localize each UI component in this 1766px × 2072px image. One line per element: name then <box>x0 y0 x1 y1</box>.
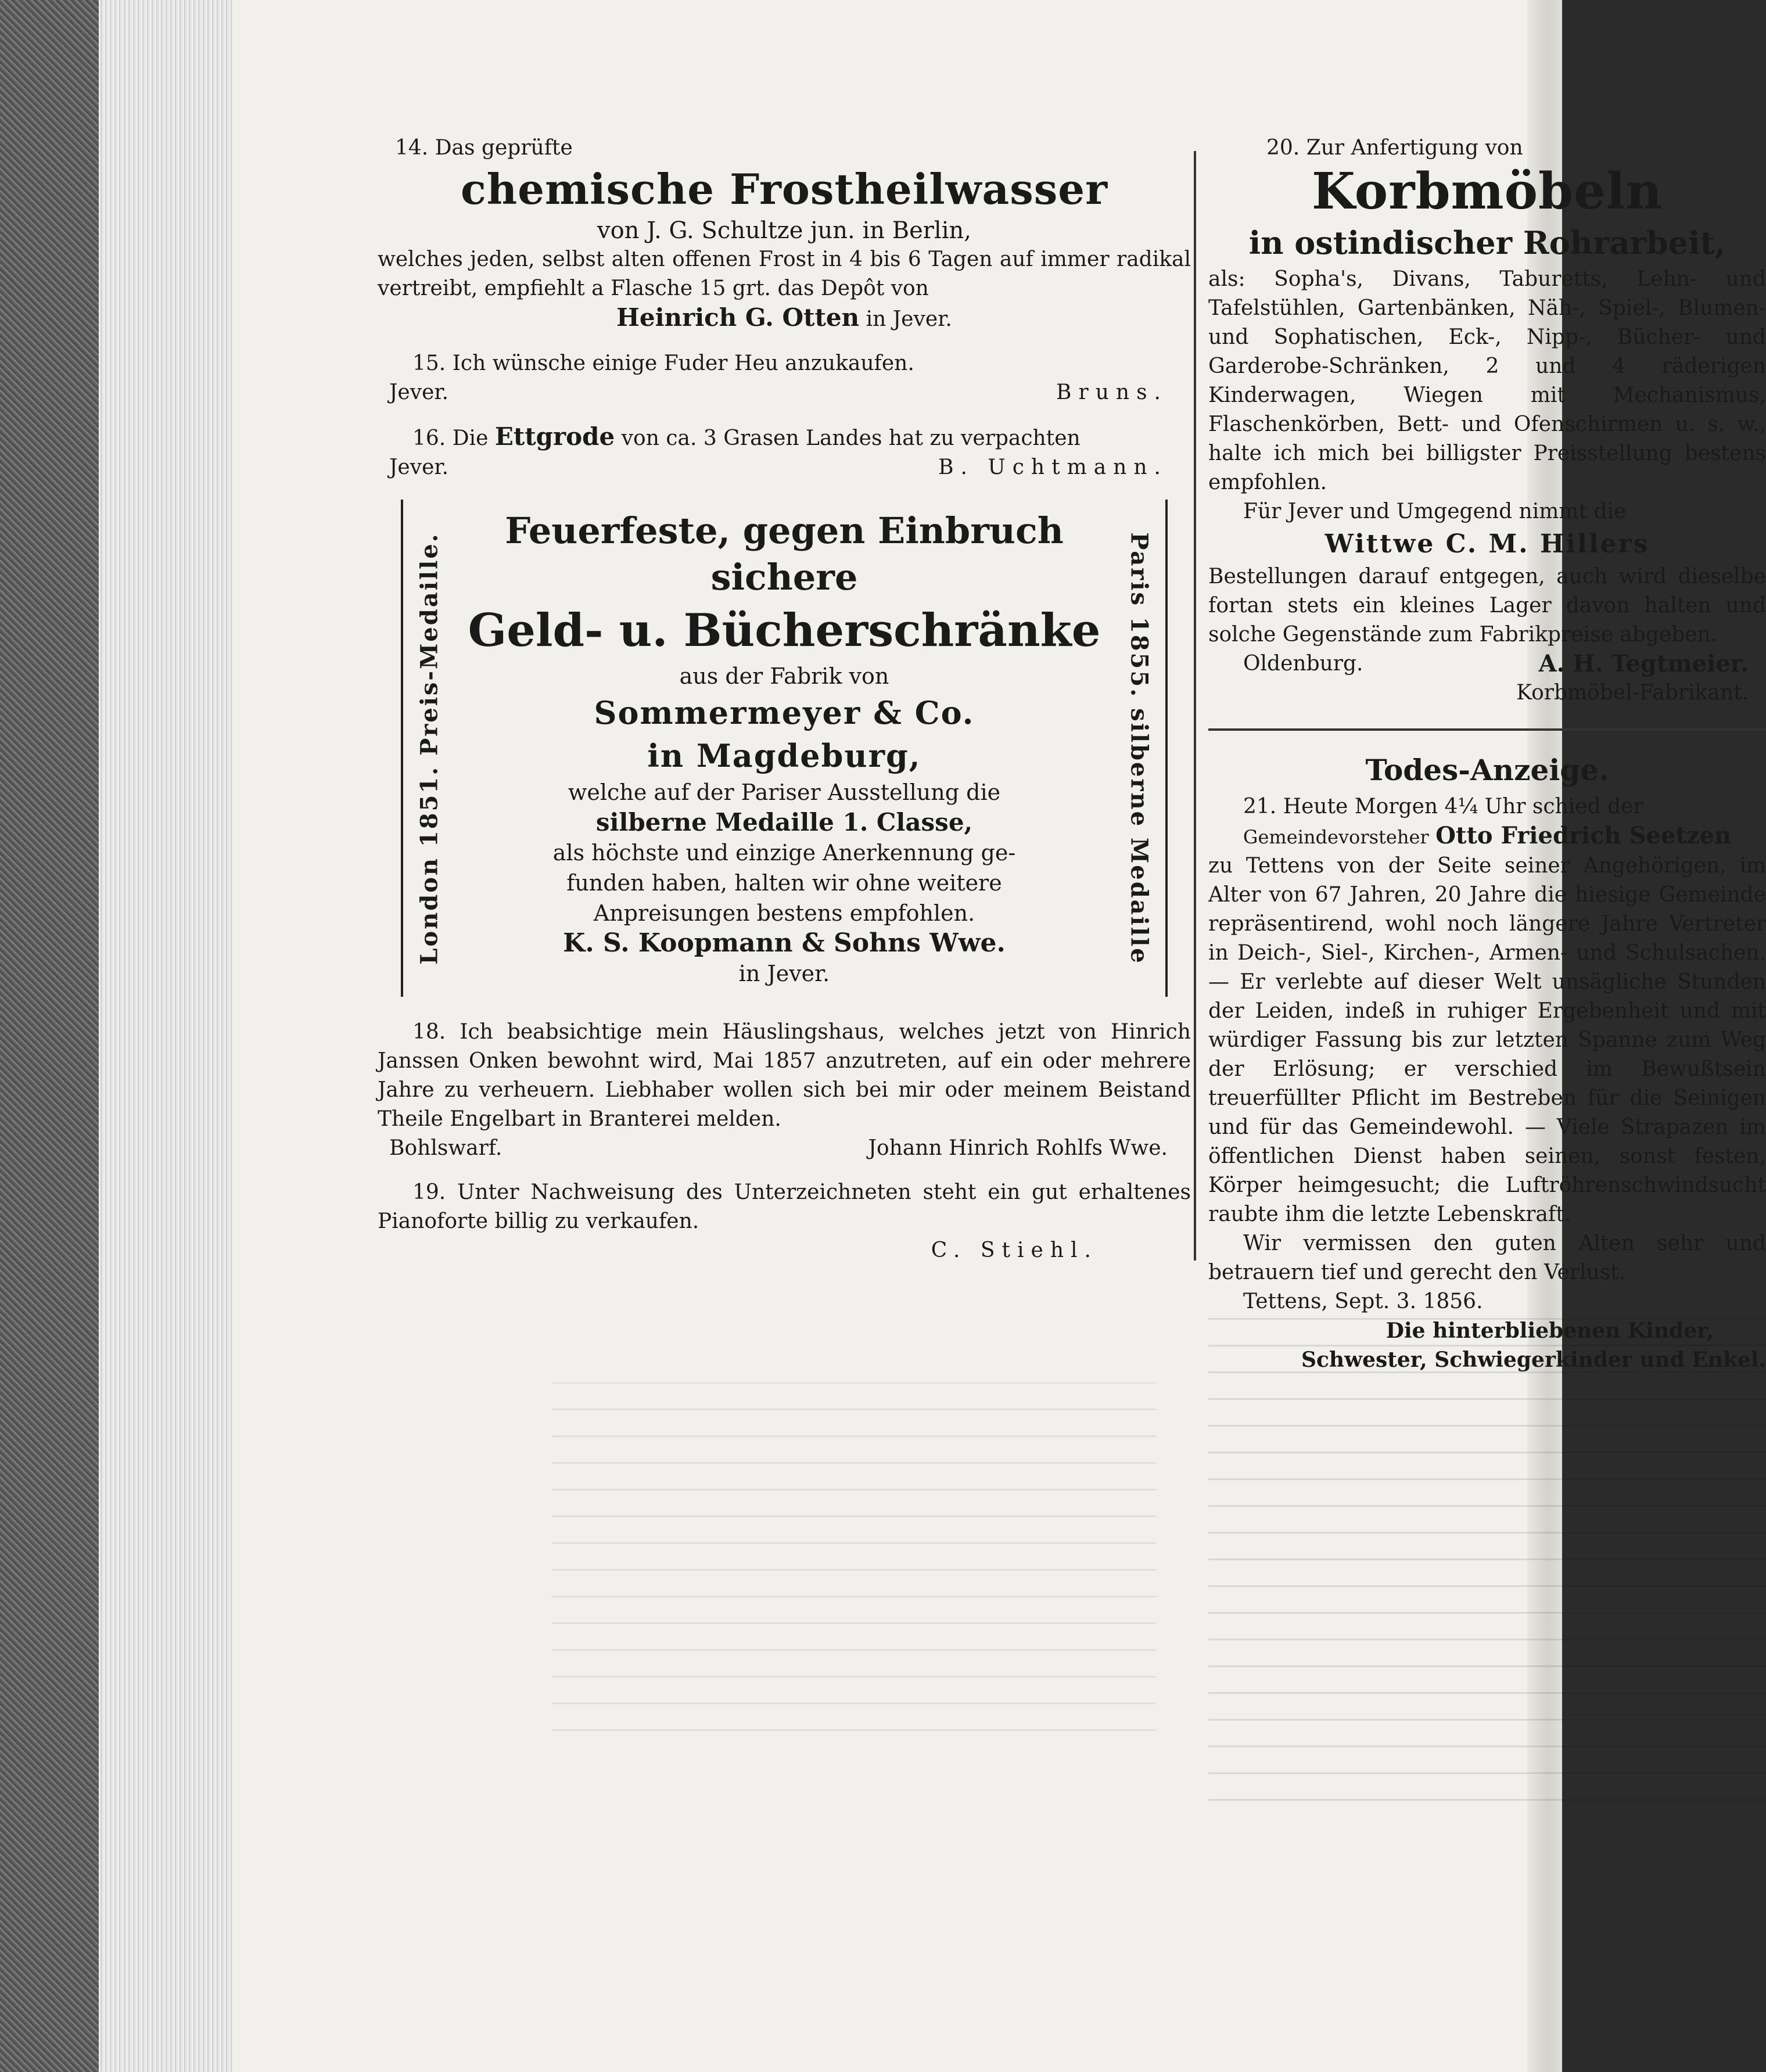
side-label-right <box>1113 500 1165 997</box>
ad-signature: A. H. Tegtmeier. <box>1538 650 1749 677</box>
ad-line: Anpreisungen bestens empfohlen. <box>593 900 975 926</box>
ad-body: Bestellungen darauf entgegen, auch wird dieselbe fortan stets ein kleines Lager davon halten und solche Gegenstände zum Fabrikpreise abgeben. <box>1208 565 1766 647</box>
ad-title: chemische Frostheilwasser <box>460 164 1108 214</box>
signature-name: Heinrich G. Otten <box>616 303 860 332</box>
book-binding <box>0 0 99 2072</box>
item-15 <box>378 349 1191 407</box>
ad-signature: C. Stiehl. <box>931 1238 1098 1262</box>
ad-footer <box>1208 649 1766 678</box>
bleed-through-text <box>552 1382 1156 1731</box>
ad-subtitle: in ostindischer Rohrarbeit, <box>1248 224 1726 261</box>
ad-signature: B. Uchtmann. <box>938 455 1168 479</box>
ad-body: als: Sopha's, Divans, Taburetts, Lehn- und Tafelstühlen, Gartenbänken, Näh-, Spiel-, Blumen- und Sophatischen, Eck-, Nipp-, Bücher- und Garderobe-Schränken, 2 und 4 räderigen Kinderwagen, Wiegen mit Mechanismus, Flaschenkörben, Bett- und Ofenschirmen u. s. w., halte ich mich bei billigster Preisstellung bestens empfohlen. <box>1208 267 1766 494</box>
ad-agent: Wittwe C. M. Hillers <box>1324 529 1650 559</box>
ad-signature-title: Korbmöbel-Fabrikant. <box>1516 681 1749 705</box>
ad-footer <box>378 453 1191 482</box>
ad-heading: sichere <box>710 556 858 598</box>
item-17-bordered-ad <box>401 500 1168 997</box>
ad-title: Korbmöbeln <box>1311 162 1663 221</box>
ad-city: in Magdeburg, <box>647 737 921 774</box>
ad-byline: von J. G. Schultze jun. in Berlin, <box>597 217 971 244</box>
ad-main-title: Geld- u. Bücherschränke <box>468 604 1101 657</box>
notice-body: zu Tettens von der Seite seiner Angehörigen, im Alter von 67 Jahren, 20 Jahre die hiesige Gemeinde repräsentirend, wohl noch längere Jahre Vertreter in Deich-, Siel-, Kirchen-, Armen- und Schulsachen. — Er verlebte auf dieser Welt unsägliche Stunden der Leiden, indeß in ruhiger Ergebenheit und mit würdiger Fassung bis zur letzten Spanne zum Weg der Erlösung; er verschied im Bewußtsein treuerfüllter Pflicht im Bestreben für die Seinigen und für das Gemeindewohl. — Viele Strapazen im öffentlichen Dienst haben seinen, sonst festen, Körper heimgesucht; die Luftröhrenschwindsucht raubte ihm die letzte Lebenskraft. <box>1208 854 1766 1226</box>
ad-footer <box>378 378 1191 407</box>
ad-signature: Bruns. <box>1056 380 1168 404</box>
ad-place: Jever. <box>389 455 449 479</box>
ad-footer <box>378 1134 1191 1163</box>
ad-place: Bohlswarf. <box>389 1136 502 1160</box>
ad-line: funden haben, halten wir ohne weitere <box>566 870 1002 896</box>
newspaper-page <box>232 0 1766 2072</box>
right-column <box>1208 134 1766 1374</box>
ad-text: Für Jever und Umgegend nimmt die <box>1243 500 1627 523</box>
ad-line: als höchste und einzige Anerkennung ge- <box>552 840 1016 866</box>
ad-body <box>378 422 1191 453</box>
section-rule <box>1208 728 1766 731</box>
ad-text: von ca. 3 Grasen Landes hat zu verpachten <box>621 426 1081 450</box>
ad-body: 18. Ich beabsichtige mein Häuslingshaus, welches jetzt von Hinrich Janssen Onken bewohnt wird, Mai 1857 anzutreten, auf ein oder mehrere Jahre zu verheuern. Liebhaber wollen sich bei mir oder meinem Beistand Theile Engelbart in Branterei melden. <box>378 1020 1191 1131</box>
item-14 <box>378 134 1191 334</box>
notice-signature: Schwester, Schwiegerkinder und Enkel. <box>1301 1348 1766 1372</box>
item-21-death-notice <box>1208 748 1766 1374</box>
ad-body: 19. Unter Nachweisung des Unterzeichneten steht ein gut erhaltenes Pianoforte billig zu verkaufen. <box>378 1180 1191 1233</box>
ad-signature <box>378 303 1191 334</box>
notice-line <box>1208 821 1766 852</box>
medal-label: Paris 1855. silberne Medaille <box>1125 532 1153 965</box>
notice-line: 21. Heute Morgen 4¼ Uhr schied der <box>1243 795 1643 818</box>
ad-signature: K. S. Koopmann & Sohns Wwe. <box>563 928 1006 958</box>
ad-place: in Jever. <box>738 961 830 986</box>
deceased-name: Otto Friedrich Seetzen <box>1435 822 1732 849</box>
medal-label: London 1851. Preis-Medaille. <box>415 532 443 965</box>
item-18 <box>378 1018 1191 1163</box>
ad-line: welche auf der Pariser Ausstellung die <box>568 780 1001 805</box>
notice-date: Tettens, Sept. 3. 1856. <box>1243 1290 1483 1313</box>
notice-signature: Die hinterbliebenen Kinder, <box>1385 1319 1714 1343</box>
left-column <box>378 134 1191 1265</box>
ad-text: 16. Die <box>412 426 489 450</box>
item-intro: 14. Das geprüfte <box>395 136 573 160</box>
ad-signature: Johann Hinrich Rohlfs Wwe. <box>868 1136 1168 1160</box>
ad-body: welches jeden, selbst alten offenen Frost in 4 bis 6 Tagen auf immer radikal vertreibt, empfiehlt a Flasche 15 grt. das Depôt von <box>378 247 1191 300</box>
notice-heading: Todes-Anzeige. <box>1365 753 1609 787</box>
notice-body: Wir vermissen den guten Alten sehr und betrauern tief und gerecht den Verlust. <box>1208 1231 1766 1284</box>
ad-keyword: Ettgrode <box>494 422 615 451</box>
ad-company: Sommermeyer & Co. <box>594 694 975 731</box>
page-edges <box>99 0 232 2072</box>
item-16 <box>378 422 1191 482</box>
item-intro: 20. Zur Anfertigung von <box>1266 136 1523 160</box>
signature-place: in Jever. <box>866 307 952 331</box>
ad-award: silberne Medaille 1. Classe, <box>595 808 973 836</box>
ad-line: aus der Fabrik von <box>679 663 889 689</box>
ad-place: Oldenburg. <box>1243 652 1363 676</box>
item-20 <box>1208 134 1766 708</box>
notice-title: Gemeindevorsteher <box>1243 826 1429 848</box>
bleed-through-text <box>1208 1301 1766 1801</box>
side-label-left <box>403 500 455 997</box>
ad-place: Jever. <box>389 380 449 404</box>
ad-heading: Feuerfeste, gegen Einbruch <box>505 509 1064 552</box>
column-rule <box>1194 151 1196 1261</box>
item-19 <box>378 1178 1191 1265</box>
ad-body: 15. Ich wünsche einige Fuder Heu anzukaufen. <box>412 351 914 375</box>
